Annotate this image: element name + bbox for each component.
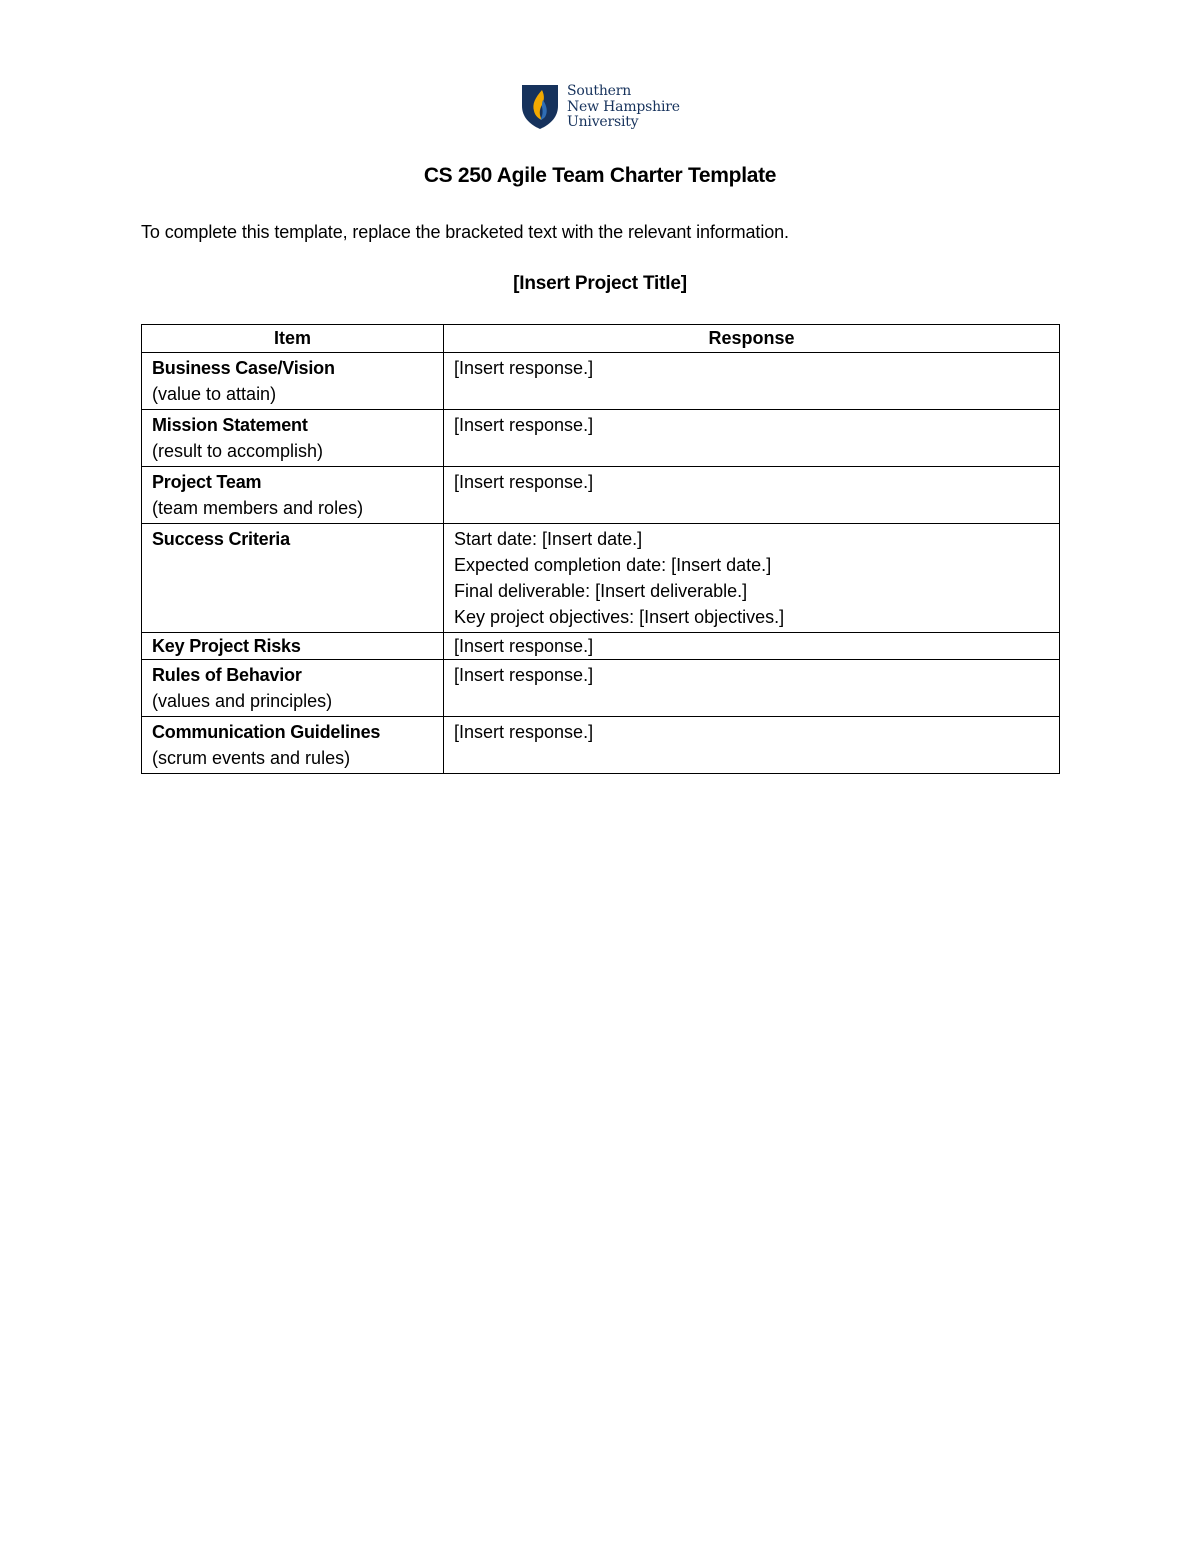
- response-cell[interactable]: [444, 717, 1060, 774]
- charter-table: [141, 324, 1060, 774]
- header-item: Item: [142, 325, 444, 353]
- logo-line-2: New Hampshire: [567, 98, 680, 115]
- item-label: Success Criteria: [152, 529, 290, 549]
- item-label: Project Team: [152, 472, 262, 492]
- response-cell[interactable]: [444, 410, 1060, 467]
- start-date-text: Start date: [Insert date.]: [454, 529, 643, 549]
- key-objectives-text: Key project objectives: [Insert objectives.]: [454, 607, 785, 627]
- response-text: [Insert response.]: [454, 636, 594, 656]
- response-text: [Insert response.]: [454, 358, 594, 378]
- table-row-project-team: [142, 467, 1060, 524]
- item-cell: [142, 717, 444, 774]
- table-row-mission-statement: [142, 410, 1060, 467]
- response-cell[interactable]: [444, 660, 1060, 717]
- response-cell[interactable]: [444, 353, 1060, 410]
- response-text: [Insert response.]: [454, 415, 594, 435]
- item-sublabel: (result to accomplish): [152, 441, 324, 461]
- university-logo: [521, 84, 680, 131]
- header-response: Response: [444, 325, 1060, 353]
- instructions-text: To complete this template, replace the bracketed text with the relevant information.: [141, 222, 789, 242]
- item-sublabel: (team members and roles): [152, 498, 364, 518]
- item-cell: [142, 524, 444, 633]
- completion-date-text: Expected completion date: [Insert date.]: [454, 555, 772, 575]
- item-sublabel: (scrum events and rules): [152, 748, 351, 768]
- document-title: CS 250 Agile Team Charter Template: [423, 164, 777, 187]
- final-deliverable-text: Final deliverable: [Insert deliverable.]: [454, 581, 748, 601]
- logo-line-1: Southern: [567, 83, 632, 99]
- item-label: Business Case/Vision: [152, 358, 335, 378]
- item-cell: [142, 467, 444, 524]
- logo-wordmark: [567, 84, 680, 131]
- item-cell: [142, 660, 444, 717]
- response-text: [Insert response.]: [454, 665, 594, 685]
- item-cell: [142, 353, 444, 410]
- table-header-row: [142, 325, 1060, 353]
- table-row-rules-of-behavior: [142, 660, 1060, 717]
- table-row-business-case: [142, 353, 1060, 410]
- item-cell: [142, 633, 444, 660]
- response-cell[interactable]: [444, 467, 1060, 524]
- shield-flame-icon: [521, 84, 559, 130]
- table-row-communication-guidelines: [142, 717, 1060, 774]
- response-cell[interactable]: [444, 633, 1060, 660]
- item-label: Key Project Risks: [152, 636, 301, 656]
- item-label: Rules of Behavior: [152, 665, 302, 685]
- table-row-success-criteria: [142, 524, 1060, 633]
- item-label: Mission Statement: [152, 415, 308, 435]
- response-text: [Insert response.]: [454, 722, 594, 742]
- item-label: Communication Guidelines: [152, 722, 381, 742]
- item-cell: [142, 410, 444, 467]
- item-sublabel: (value to attain): [152, 384, 277, 404]
- response-cell[interactable]: [444, 524, 1060, 633]
- response-text: [Insert response.]: [454, 472, 594, 492]
- project-title-placeholder: [Insert Project Title]: [513, 273, 687, 294]
- item-sublabel: (values and principles): [152, 691, 333, 711]
- logo-line-3: University: [567, 114, 639, 130]
- table-row-key-risks: [142, 633, 1060, 660]
